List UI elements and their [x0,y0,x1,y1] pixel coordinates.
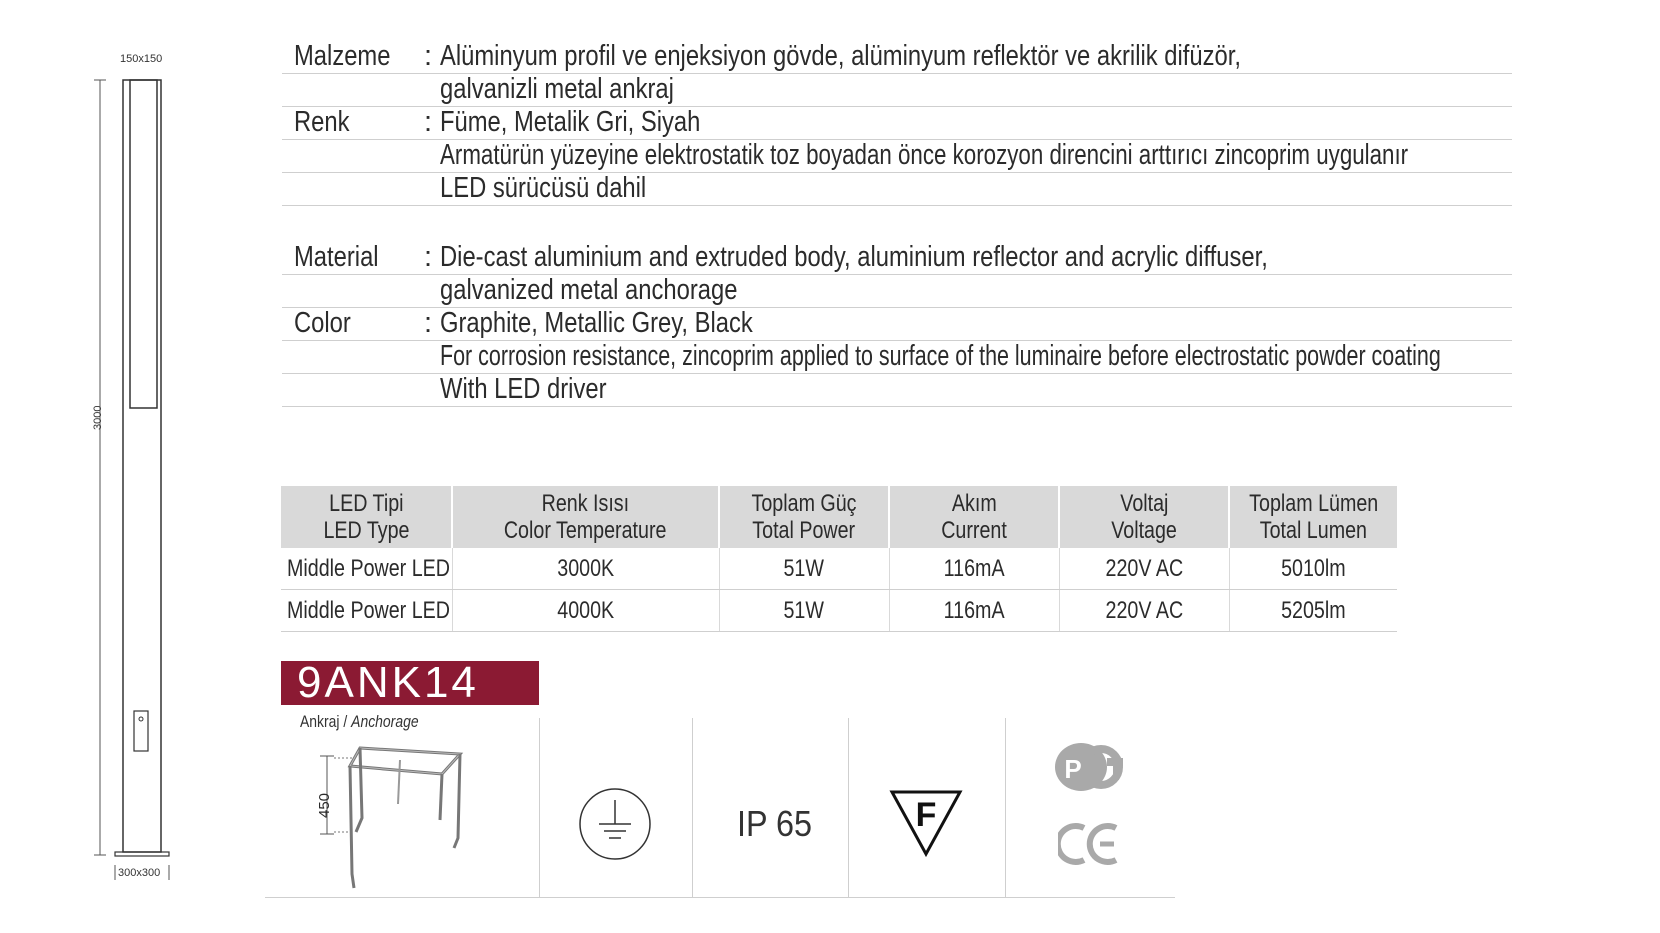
spec-line-color-en [282,307,1512,341]
column-header-color-temperature: Renk Isısı Color Temperature [452,486,719,548]
spec-label: Malzeme [294,40,391,72]
table-cell: 116mA [889,548,1059,590]
table-cell: Middle Power LED [281,590,452,632]
table-row [281,590,1397,632]
divider [1005,718,1006,898]
f-mark-icon [888,786,964,858]
column-header-voltage: Voltaj Voltage [1059,486,1229,548]
technical-table [281,486,1397,632]
spec-line-material-tr-cont [282,73,1512,107]
spec-value: For corrosion resistance, zincoprim applied to surface of the luminaire before electrostatic powder coating [440,340,1441,372]
svg-text:Р: Р [1064,754,1082,784]
table-cell: Middle Power LED [281,548,452,590]
divider [539,718,540,898]
spec-line-coating-tr [282,139,1512,173]
spec-line-material-en [282,241,1512,275]
spec-line-coating-en [282,340,1512,374]
bottom-rule [265,897,1175,898]
column-header-total-power: Toplam Güç Total Power [719,486,889,548]
table-cell: 51W [719,590,889,632]
divider [692,718,693,898]
product-code: 9ANK14 [281,661,539,705]
spec-label: Material [294,241,379,273]
spec-colon: : [424,40,433,72]
spec-value: galvanized metal anchorage [440,274,738,306]
table-cell: 220V AC [1059,590,1229,632]
table-cell: 51W [719,548,889,590]
table-cell: 5205lm [1229,590,1397,632]
column-header-total-lumen: Toplam Lümen Total Lumen [1229,486,1397,548]
pole-base-dimension: 300x300 [118,867,161,879]
divider [848,718,849,898]
table-cell: 3000K [452,548,719,590]
spec-colon: : [424,307,433,339]
anchorage-label-en: Anchorage [351,712,419,731]
ip-rating: IP 65 [737,803,813,844]
spec-value: Die-cast aluminium and extruded body, aluminium reflector and acrylic diffuser, [440,241,1268,273]
pct-icon [1053,740,1123,794]
column-header-led-type: LED Tipi LED Type [281,486,452,548]
anchorage-illustration [310,740,480,890]
spec-label: Color [294,307,351,339]
anchorage-label-tr: Ankraj / [300,712,348,731]
table-header-row [281,486,1397,548]
table-cell: 116mA [889,590,1059,632]
spec-line-driver-en [282,373,1512,407]
spec-value: galvanizli metal ankraj [440,73,674,105]
spec-line-material-tr [282,40,1512,74]
f-mark-label: F [915,796,937,834]
pole-outline [80,50,200,910]
anchorage-dimension: 450 [316,792,333,818]
table-cell: 4000K [452,590,719,632]
pole-height-dimension: 3000 [92,405,104,430]
spec-line-color-tr [282,106,1512,140]
pole-top-dimension: 150x150 [120,53,163,65]
ce-icon [1058,822,1122,866]
spec-value: Armatürün yüzeyine elektrostatik toz boyadan önce korozyon direncini arttırıcı zincoprim uygulanır [440,139,1409,171]
spec-label: Renk [294,106,350,138]
spec-colon: : [424,241,433,273]
column-header-current: Akım Current [889,486,1059,548]
spec-value: Alüminyum profil ve enjeksiyon gövde, alüminyum reflektör ve akrilik difüzör, [440,40,1241,72]
ground-icon [577,786,653,862]
spec-line-driver-tr [282,172,1512,206]
spec-value: Füme, Metalik Gri, Siyah [440,106,701,138]
spec-line-material-en-cont [282,274,1512,308]
anchorage-label [300,712,419,732]
table-cell: 5010lm [1229,548,1397,590]
spec-value: LED sürücüsü dahil [440,172,647,204]
spec-value: Graphite, Metallic Grey, Black [440,307,753,339]
spec-value: With LED driver [440,373,607,405]
spec-colon: : [424,106,433,138]
table-row [281,548,1397,590]
table-cell: 220V AC [1059,548,1229,590]
